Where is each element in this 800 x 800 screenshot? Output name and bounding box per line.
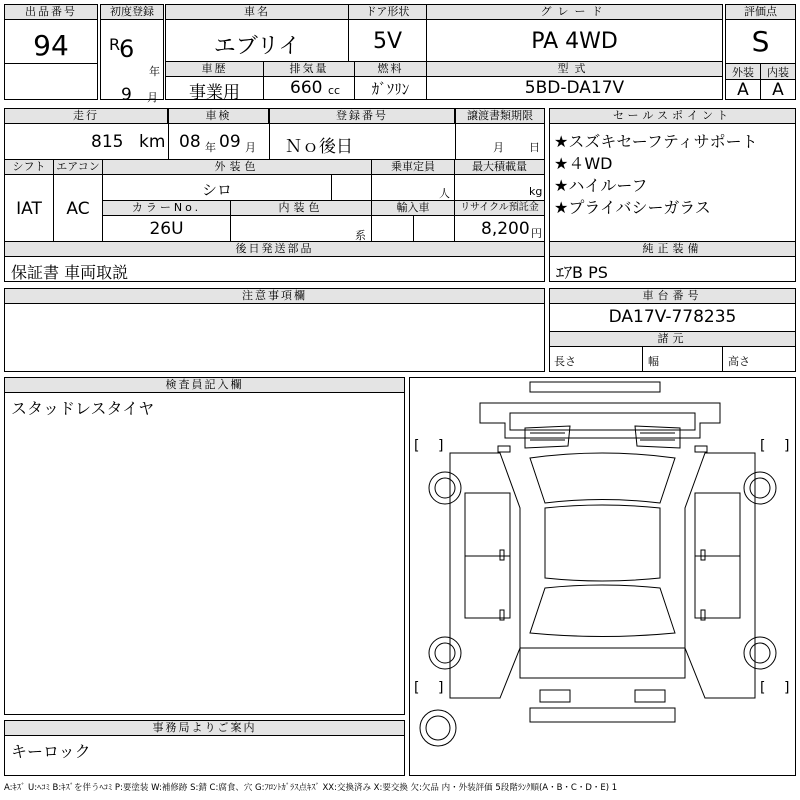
fuel-value: ｶﾞｿﾘﾝ [371,80,410,98]
fuel-label: 燃料 [355,62,426,77]
first-reg-box [100,4,164,105]
wheel-front-left [429,472,461,504]
rear-glass [530,585,675,637]
notes-box [4,288,545,372]
spec-panel [4,108,545,243]
car-name-label: 車名 [166,5,348,20]
door-value: 5V [372,29,403,54]
headlamp-right [635,426,680,448]
model-label: 型式 [427,62,722,77]
recycle-unit: 円 [531,227,542,240]
mileage-value: 815 [91,132,124,152]
inspector-label: 検査員記入欄 [5,378,404,393]
lot-label: 出品番号 [5,5,97,20]
displacement-value: 660 [290,78,323,98]
int-value: A [772,80,784,100]
exterior-color-label: 外装色 [103,160,371,175]
inspection-month-unit: 月 [245,141,256,154]
inspection-year: 08 [179,132,201,152]
capacity-label: 乗車定員 [372,160,454,175]
equipment-value: ｴｱB PS [556,263,608,282]
first-reg-era: R [109,35,121,54]
bracket-front-right-open: [ [760,438,766,454]
shift-value: IAT [16,199,42,219]
displacement-unit: cc [328,84,341,97]
bracket-rear-right-open: [ [760,680,766,696]
recycle-value: 8,200 [481,219,530,239]
mileage-label: 走行 [5,109,168,124]
bracket-front-right-close: ] [784,438,790,454]
first-reg-month: 9 [121,85,132,105]
fuel-box [354,61,427,100]
wheel-front-right [744,472,776,504]
history-label: 車歴 [166,62,263,77]
first-reg-year: 6 [119,35,135,63]
headlamp-left [525,426,570,448]
mileage-unit: km [139,132,166,152]
import-label: 輸入車 [372,201,454,216]
car-name-value: エブリイ [213,34,301,59]
rear-lamp-right [635,690,665,702]
inspector-value: スタッドレスタイヤ [11,399,155,418]
front-section [480,403,720,438]
windshield [530,453,675,503]
equipment-box [549,241,796,282]
inspection-month: 09 [219,132,241,152]
score-box [725,4,796,100]
door-box [348,4,427,62]
office-box [4,720,405,776]
bracket-front-left-open: [ [414,438,420,454]
model-box [426,61,723,100]
lot-box [4,4,98,100]
grade-label: グレード [427,5,722,20]
recycle-label: リサイクル預託金 [455,201,544,216]
color-no-label: カラーNo. [103,201,230,216]
max-load-label: 最大積載量 [455,160,544,175]
displacement-box [263,61,355,100]
score-value: S [751,25,770,58]
spare-wheel [420,710,456,746]
legend-text: A:ｷｽﾞ U:ﾍｺﾐ B:ｷｽﾞを伴うﾍｺﾐ P:要塗装 W:補修跡 S:錆 C:腐食、穴 G:ﾌﾛﾝﾄｶﾞﾗｽ点ｷｽﾞ XX:交換済み X:要交換 欠:欠品 内・外装評価 5段階ﾗﾝｸ順(A・B・C・D・E) 1 [4,783,618,793]
sales-points-box [549,108,796,243]
wheel-rear-right [744,637,776,669]
first-reg-label: 初度登録 [101,5,163,20]
interior-color-unit: 系 [355,229,366,242]
int-label: 内装 [761,64,795,80]
grade-box [426,4,723,62]
registration-label: 登録番号 [270,109,455,124]
chassis-label: 車台番号 [550,289,795,304]
grade-value: PA 4WD [531,29,618,54]
office-value: キーロック [11,742,91,761]
color-no-value: 26U [149,219,184,239]
ext-label: 外装 [726,64,760,80]
score-label: 評価点 [726,5,795,20]
sales-points-label: セールスポイント [550,109,795,124]
capacity-unit: 人 [439,187,450,200]
wheel-rear-left [429,637,461,669]
registration-value: Ｎｏ後日 [285,137,353,157]
dims-height: 高さ [728,355,750,368]
ext-value: A [737,80,749,100]
sales-point-item: ★プライバシーガラス [554,198,711,217]
inspection-year-unit: 年 [205,141,216,154]
office-label: 事務局よりご案内 [5,721,404,736]
equipment-label: 純正装備 [550,242,795,257]
inspector-box [4,377,405,715]
exterior-color-value: シロ [201,181,232,199]
sales-point-item: ★ハイルーフ [554,176,648,195]
later-parts-label: 後日発送部品 [5,242,544,257]
rear-lamp-left [540,690,570,702]
notes-label: 注意事項欄 [5,289,544,304]
later-parts-value: 保証書 車両取説 [11,263,129,282]
bracket-rear-left-close: ] [438,680,444,696]
bracket-front-left-close: ] [438,438,444,454]
door-label: ドア形状 [349,5,426,20]
dims-label: 諸元 [550,332,795,347]
inspection-label: 車検 [169,109,269,124]
front-bumper-top [530,382,660,392]
bracket-rear-right-close: ] [784,680,790,696]
chassis-box [549,288,796,372]
aircon-label: エアコン [54,160,102,175]
lot-number: 94 [33,29,69,62]
displacement-label: 排気量 [264,62,354,77]
dims-width: 幅 [648,355,659,368]
bracket-rear-left-open: [ [414,680,420,696]
roof [545,505,660,581]
sales-point-item: ★４WD [554,154,613,173]
history-box [165,61,264,103]
later-parts-box [4,241,545,282]
transfer-label: 譲渡書類期限 [456,109,544,124]
sales-point-item: ★スズキセーフティサポート [554,132,758,151]
transfer-day-unit: 日 [529,141,540,154]
car-diagram [409,377,796,776]
rear-bumper [530,708,675,722]
interior-color-label: 内装色 [231,201,371,216]
aircon-value: AC [66,199,90,219]
shift-label: シフト [5,160,53,175]
history-value: 事業用 [189,83,240,103]
first-reg-year-unit: 年 [149,65,160,78]
model-value: 5BD-DA17V [524,78,625,98]
dims-length: 長さ [554,355,576,368]
car-diagram-svg [410,378,795,775]
max-load-unit: kg [529,185,543,198]
first-reg-month-unit: 月 [147,91,158,104]
transfer-month-unit: 月 [493,141,504,154]
chassis-value: DA17V-778235 [608,307,737,327]
car-name-box [165,4,349,62]
